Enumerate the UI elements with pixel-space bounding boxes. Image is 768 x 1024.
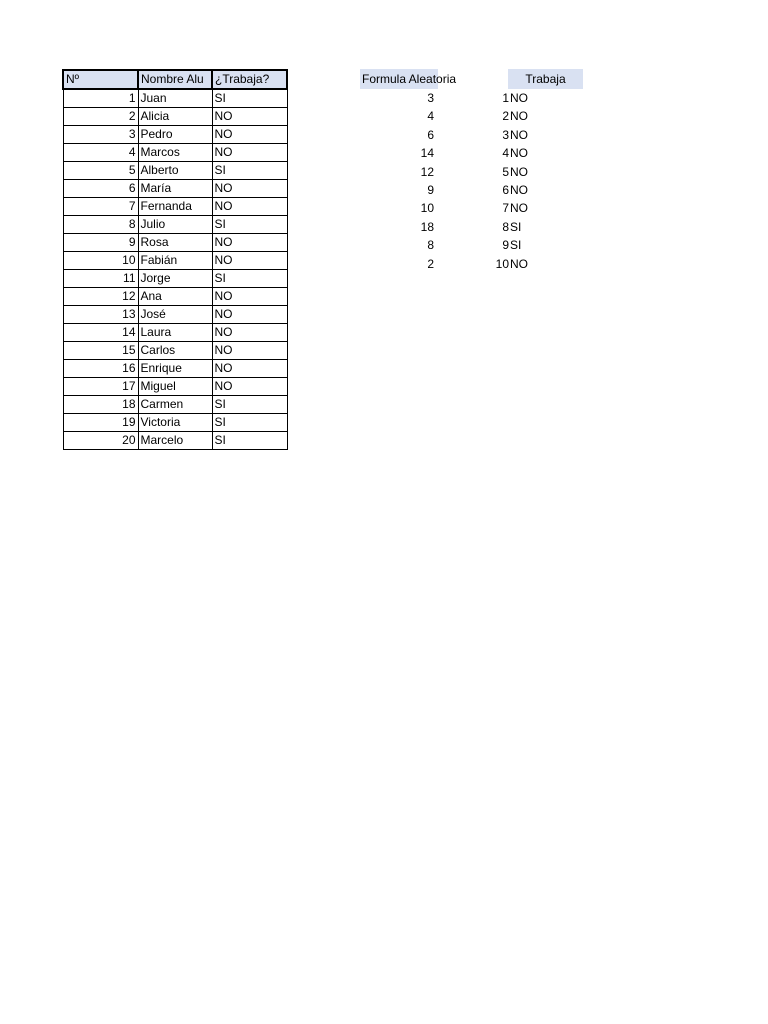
cell-num[interactable]: 1 [63, 89, 138, 108]
cell-name[interactable]: Ana [138, 288, 212, 306]
table-row [63, 234, 287, 252]
cell-name[interactable]: Pedro [138, 126, 212, 144]
list-item [360, 255, 590, 273]
cell-works[interactable]: NO [212, 126, 287, 144]
header-formula-aleatoria[interactable]: Formula Aleatoria [360, 69, 438, 89]
trabaja-value[interactable]: NO [510, 256, 528, 271]
table-row [63, 306, 287, 324]
random-value[interactable]: 18 [420, 219, 434, 234]
table-row [63, 342, 287, 360]
trabaja-value[interactable]: NO [510, 183, 528, 197]
list-item [360, 126, 590, 144]
random-value[interactable]: 4 [427, 109, 434, 124]
trabaja-index[interactable]: 6 [502, 183, 509, 197]
cell-works[interactable]: SI [212, 162, 287, 180]
students-table [62, 69, 288, 450]
cell-name[interactable]: Marcelo [138, 432, 212, 450]
table-row [63, 89, 287, 108]
cell-name[interactable]: Alberto [138, 162, 212, 180]
cell-num[interactable]: 19 [63, 414, 138, 432]
cell-works[interactable]: NO [212, 306, 287, 324]
cell-num[interactable]: 13 [63, 306, 138, 324]
trabaja-index[interactable]: 9 [502, 238, 509, 253]
list-item [360, 89, 590, 107]
trabaja-index[interactable]: 3 [502, 127, 509, 142]
cell-num[interactable]: 12 [63, 288, 138, 306]
table-row [63, 414, 287, 432]
trabaja-index[interactable]: 1 [502, 91, 509, 105]
trabaja-index[interactable]: 10 [495, 256, 509, 271]
table-row [63, 162, 287, 180]
cell-num[interactable]: 6 [63, 180, 138, 198]
cell-works[interactable]: NO [212, 108, 287, 126]
trabaja-value[interactable]: NO [510, 127, 528, 142]
list-item [360, 144, 590, 162]
cell-works[interactable]: NO [212, 234, 287, 252]
cell-name[interactable]: Victoria [138, 414, 212, 432]
cell-name[interactable]: Juan [138, 89, 212, 108]
trabaja-index[interactable]: 7 [502, 201, 509, 216]
cell-num[interactable]: 9 [63, 234, 138, 252]
cell-num[interactable]: 4 [63, 144, 138, 162]
table-row [63, 144, 287, 162]
table-row [63, 432, 287, 450]
cell-name[interactable]: Laura [138, 324, 212, 342]
header-trabaja[interactable]: Trabaja [508, 69, 583, 89]
random-value[interactable]: 8 [427, 238, 434, 253]
cell-num[interactable]: 17 [63, 378, 138, 396]
header-cell-name[interactable]: Nombre Alu [138, 70, 212, 89]
students-header-row [63, 70, 287, 89]
cell-name[interactable]: Alicia [138, 108, 212, 126]
list-item [360, 163, 590, 181]
header-cell-works[interactable]: ¿Trabaja? [212, 70, 287, 89]
list-item [360, 236, 590, 254]
random-value[interactable]: 9 [427, 183, 434, 197]
table-row [63, 288, 287, 306]
trabaja-index[interactable]: 5 [502, 164, 509, 179]
cell-name[interactable]: Fabián [138, 252, 212, 270]
cell-num[interactable]: 20 [63, 432, 138, 450]
list-item [360, 107, 590, 125]
cell-name[interactable]: José [138, 306, 212, 324]
trabaja-index[interactable]: 4 [502, 146, 509, 161]
cell-works[interactable]: SI [212, 270, 287, 288]
cell-num[interactable]: 8 [63, 216, 138, 234]
cell-works[interactable]: SI [212, 432, 287, 450]
header-cell-num[interactable]: Nº [63, 70, 138, 89]
cell-name[interactable]: Carmen [138, 396, 212, 414]
cell-name[interactable]: María [138, 180, 212, 198]
list-item [360, 199, 590, 217]
table-row [63, 198, 287, 216]
cell-works[interactable]: NO [212, 378, 287, 396]
cell-num[interactable]: 10 [63, 252, 138, 270]
cell-name[interactable]: Enrique [138, 360, 212, 378]
table-row [63, 360, 287, 378]
trabaja-value[interactable]: NO [510, 164, 528, 179]
students-body [63, 70, 287, 450]
cell-name[interactable]: Julio [138, 216, 212, 234]
cell-works[interactable]: NO [212, 252, 287, 270]
trabaja-value[interactable]: NO [510, 109, 528, 124]
trabaja-value[interactable]: NO [510, 146, 528, 161]
trabaja-value[interactable]: SI [510, 219, 522, 234]
list-item [360, 181, 590, 199]
cell-works[interactable]: NO [212, 144, 287, 162]
trabaja-index[interactable]: 8 [502, 219, 509, 234]
cell-name[interactable]: Fernanda [138, 198, 212, 216]
cell-works[interactable]: NO [212, 180, 287, 198]
random-value[interactable]: 14 [420, 146, 434, 161]
cell-name[interactable]: Marcos [138, 144, 212, 162]
table-row [63, 108, 287, 126]
cell-works[interactable]: NO [212, 198, 287, 216]
cell-num[interactable]: 11 [63, 270, 138, 288]
cell-works[interactable]: SI [212, 216, 287, 234]
table-row [63, 252, 287, 270]
trabaja-value[interactable]: NO [510, 201, 528, 216]
cell-name[interactable]: Miguel [138, 378, 212, 396]
table-row [63, 216, 287, 234]
table-row [63, 378, 287, 396]
cell-num[interactable]: 15 [63, 342, 138, 360]
cell-num[interactable]: 16 [63, 360, 138, 378]
random-value[interactable]: 12 [420, 164, 434, 179]
cell-works[interactable]: NO [212, 324, 287, 342]
cell-works[interactable]: SI [212, 396, 287, 414]
cell-num[interactable]: 2 [63, 108, 138, 126]
table-row [63, 126, 287, 144]
cell-works[interactable]: SI [212, 89, 287, 108]
cell-name[interactable]: Jorge [138, 270, 212, 288]
table-row [63, 180, 287, 198]
cell-name[interactable]: Rosa [138, 234, 212, 252]
cell-num[interactable]: 14 [63, 324, 138, 342]
trabaja-value[interactable]: NO [510, 91, 528, 105]
cell-works[interactable]: NO [212, 288, 287, 306]
cell-num[interactable]: 3 [63, 126, 138, 144]
random-value[interactable]: 6 [427, 127, 434, 142]
cell-name[interactable]: Carlos [138, 342, 212, 360]
trabaja-index[interactable]: 2 [502, 109, 509, 124]
list-item [360, 218, 590, 236]
random-value[interactable]: 3 [427, 91, 434, 105]
cell-num[interactable]: 7 [63, 198, 138, 216]
table-row [63, 324, 287, 342]
cell-num[interactable]: 5 [63, 162, 138, 180]
cell-num[interactable]: 18 [63, 396, 138, 414]
table-row [63, 396, 287, 414]
cell-works[interactable]: SI [212, 414, 287, 432]
random-value[interactable]: 10 [420, 201, 434, 216]
trabaja-value[interactable]: SI [510, 238, 522, 253]
random-value[interactable]: 2 [427, 256, 434, 271]
cell-works[interactable]: NO [212, 342, 287, 360]
cell-works[interactable]: NO [212, 360, 287, 378]
table-row [63, 270, 287, 288]
